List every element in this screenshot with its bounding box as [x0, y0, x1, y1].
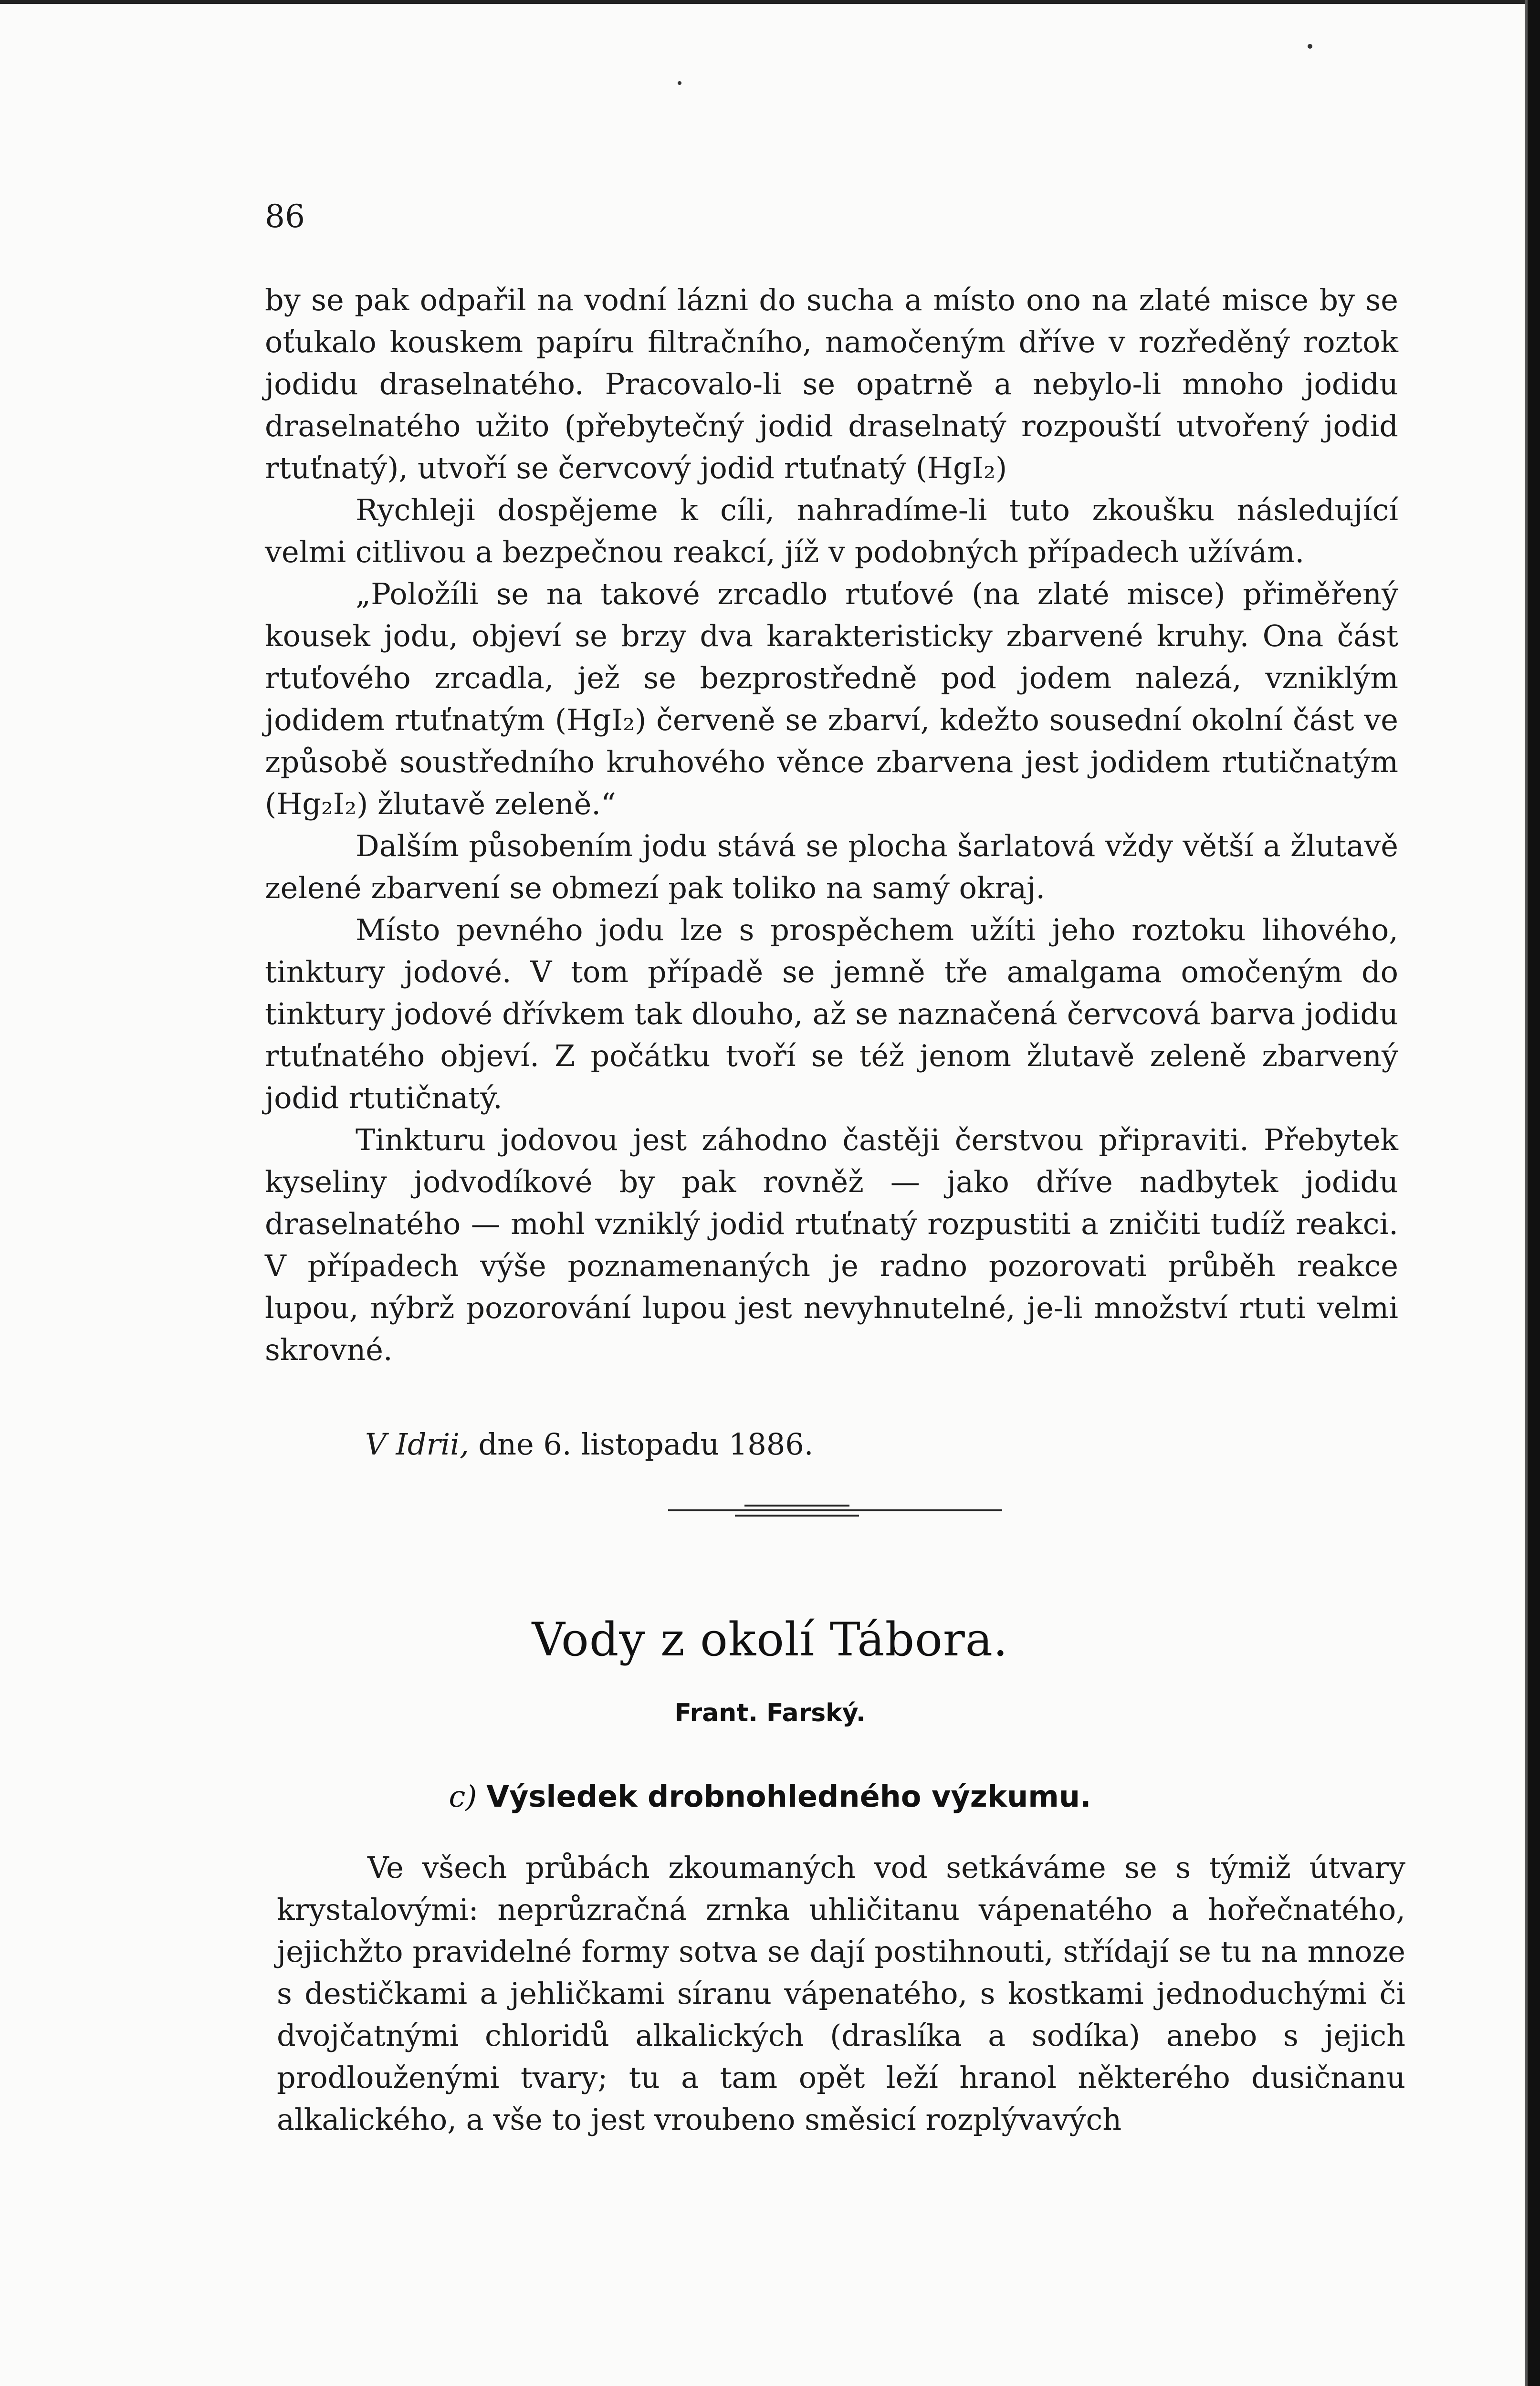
scan-edge-right — [1528, 0, 1540, 2386]
signature-line — [365, 1427, 813, 1462]
article-title: Vody z okolí Tábora. — [532, 1613, 1008, 1666]
paragraph-continued: by se pak odpařil na vodní lázni do sucha a místo ono na zlaté misce by se oťukalo kouskem papíru filtračního, namočeným dříve v rozředěný roztok jodidu draselnatého. Pracovalo-li se opatrně a nebylo-li mnoho jodidu draselnatého užito (přebytečný jodid draselnatý rozpouští utvořený jodid rtuťnatý), utvoří se červcový jodid rtuťnatý (HgI₂) — [265, 283, 1398, 485]
signature-place: V Idrii, — [365, 1427, 469, 1462]
article-author: Frant. Farský. — [674, 1699, 866, 1727]
section-divider — [668, 1509, 1002, 1511]
scan-edge-top — [0, 0, 1540, 4]
signature-date: dne 6. listopadu 1886. — [478, 1427, 814, 1462]
section-divider — [744, 1505, 849, 1507]
page-number: 86 — [265, 198, 305, 235]
section-letter: c) — [449, 1779, 477, 1814]
section-heading — [0, 1779, 1540, 1814]
section-divider — [735, 1515, 859, 1517]
body-text-article — [277, 1847, 1405, 2141]
section-title: Výsledek drobnohledného výzkumu. — [486, 1779, 1091, 1814]
paragraph: Místo pevného jodu lze s prospěchem užíti jeho roztoku lihového, tinktury jodové. V tom případě se jemně tře amalgama omočeným do tinktury jodové dřívkem tak dlouho, až se naznačená červcová barva jodidu rtuťnatého objeví. Z počátku tvoří se též jenom žlutavě zeleně zbarvený jodid rtutičnatý. — [265, 912, 1398, 1115]
paragraph: Tinkturu jodovou jest záhodno častěji čerstvou připraviti. Přebytek kyseliny jodvodíkové by pak rovněž — jako dříve nadbytek jodidu draselnatého — mohl vzniklý jodid rtuťnatý rozpustiti a zničiti tudíž reakci. V případech výše poznamenaných je radno pozorovati průběh reakce lupou, nýbrž pozorování lupou jest nevyhnutelné, je-li množství rtuti velmi skrovné. — [265, 1122, 1398, 1367]
scan-speck — [678, 81, 681, 85]
paragraph: Ve všech průbách zkoumaných vod setkáváme se s týmiž útvary krystalovými: neprůzračná zrnka uhličitanu vápenatého a hořečnatého, jejichžto pravidelné formy sotva se dají postihnouti, střídají se tu na mnoze s destičkami a jehličkami síranu vápenatého, s kostkami jednoduchými či dvojčatnými chloridů alkalických (draslíka a sodíka) anebo s jejich prodlouženými tvary; tu a tam opět leží hranol některého dusičnanu alkalického, a vše to jest vroubeno směsicí rozplývavých — [277, 1850, 1405, 2137]
paragraph: Dalším působením jodu stává se plocha šarlatová vždy větší a žlutavě zelené zbarvení se obmezí pak toliko na samý okraj. — [265, 828, 1398, 905]
paragraph-quote: „Položíli se na takové zrcadlo rtuťové (na zlaté misce) přiměřený kousek jodu, objeví se brzy dva karakteristicky zbarvené kruhy. Ona část rtuťového zrcadla, jež se bezprostředně pod jodem nalezá, vzniklým jodidem rtuťnatým (HgI₂) červeně se zbarví, kdežto sousední okolní část ve způsobě soustředního kruhového věnce zbarvena jest jodidem rtutičnatým (Hg₂I₂) žlutavě zeleně.“ — [265, 576, 1398, 821]
paragraph: Rychleji dospějeme k cíli, nahradíme-li tuto zkoušku následující velmi citlivou a bezpečnou reakcí, jíž v podobných případech užívám. — [265, 492, 1398, 569]
body-text-top — [265, 279, 1398, 1371]
scan-speck — [1308, 44, 1312, 49]
